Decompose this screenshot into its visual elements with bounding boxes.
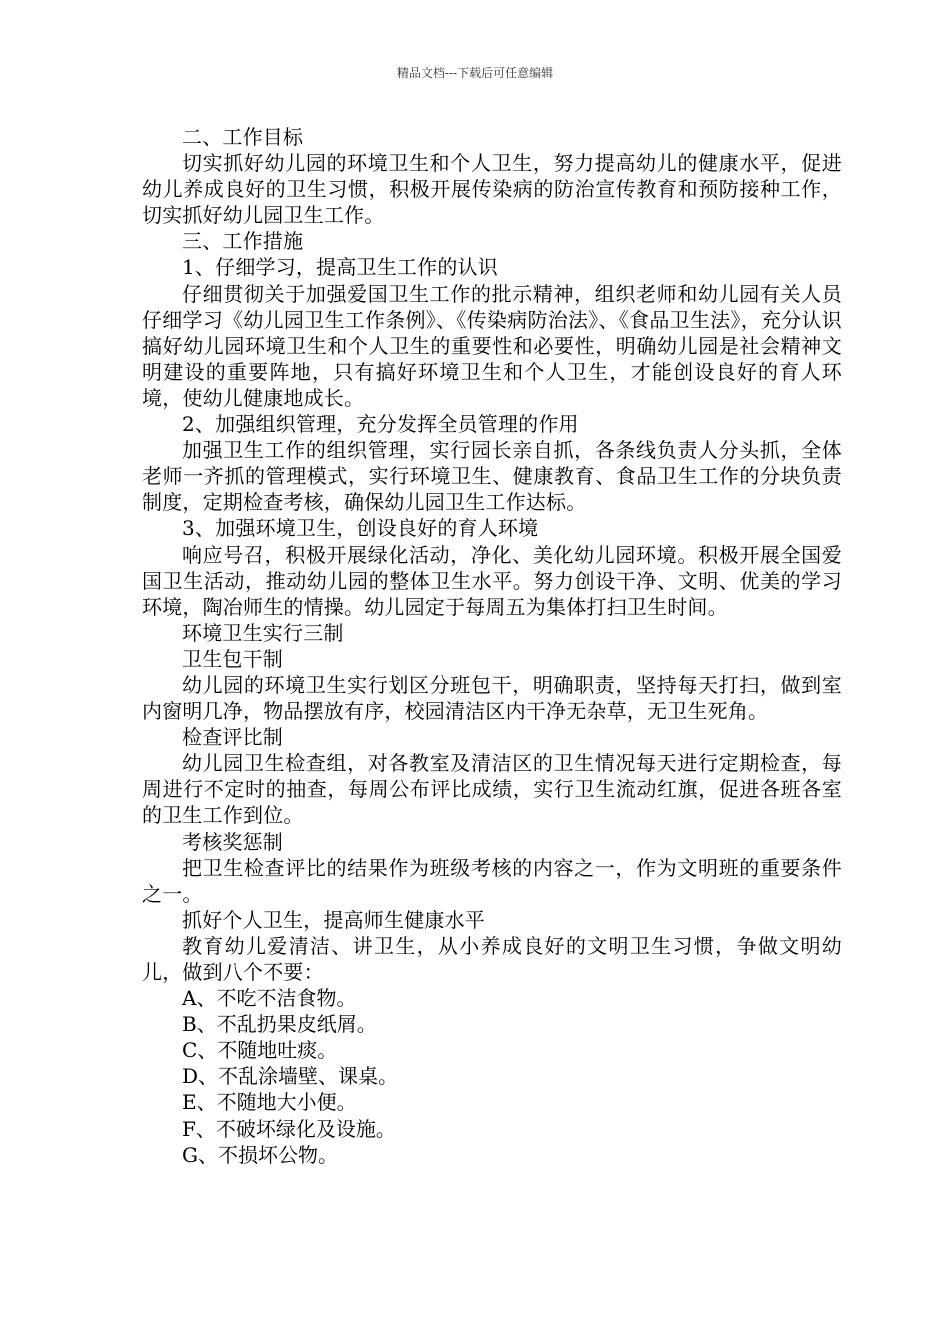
subheading-assessment: 考核奖惩制 — [182, 829, 283, 854]
page-header: 精品文档---下载后可任意编辑 — [396, 66, 554, 80]
list-item: F、不破坏绿化及设施。 — [182, 1116, 396, 1141]
subheading-study: 1、仔细学习，提高卫生工作的认识 — [182, 255, 498, 280]
list-item: D、不乱涂墙壁、课桌。 — [182, 1064, 399, 1089]
document-body — [142, 124, 842, 1168]
list-item: G、不损坏公物。 — [182, 1142, 338, 1167]
paragraph-management: 加强卫生工作的组织管理，实行园长亲自抓，各条线负责人分头抓，全体老师一齐抓的管理模式，实行环境卫生、健康教育、食品卫生工作的分块负责制度，定期检查考核，确保幼儿园卫生工作达标。 — [142, 438, 842, 515]
subheading-personal-hygiene: 抓好个人卫生，提高师生健康水平 — [182, 907, 485, 932]
subheading-responsibility: 卫生包干制 — [182, 646, 283, 671]
subheading-inspection: 检查评比制 — [182, 725, 283, 750]
paragraph-assessment: 把卫生检查评比的结果作为班级考核的内容之一，作为文明班的重要条件之一。 — [142, 855, 842, 906]
paragraph-study: 仔细贯彻关于加强爱国卫生工作的批示精神，组织老师和幼儿园有关人员仔细学习《幼儿园卫生工作条例》、《传染病防治法》、《食品卫生法》，充分认识搞好幼儿园环境卫生和个人卫生的重要性和必要性，明确幼儿园是社会精神文明建设的重要阵地，只有搞好环境卫生和个人卫生，才能创设良好的育人环境，使幼儿健康地成长。 — [142, 281, 842, 410]
paragraph-inspection: 幼儿园卫生检查组，对各教室及清洁区的卫生情况每天进行定期检查，每周进行不定时的抽查，每周公布评比成绩，实行卫生流动红旗，促进各班各室的卫生工作到位。 — [142, 751, 842, 828]
section-heading-goals: 二、工作目标 — [182, 125, 304, 149]
section-heading-measures: 三、工作措施 — [182, 229, 304, 254]
paragraph-goals: 切实抓好幼儿园的环境卫生和个人卫生，努力提高幼儿的健康水平，促进幼儿养成良好的卫生习惯，积极开展传染病的防治宣传教育和预防接种工作，切实抓好幼儿园卫生工作。 — [142, 151, 842, 228]
paragraph-responsibility: 幼儿园的环境卫生实行划区分班包干，明确职责，坚持每天打扫，做到室内窗明几净，物品摆放有序，校园清洁区内干净无杂草，无卫生死角。 — [142, 672, 842, 724]
list-item: B、不乱扔果皮纸屑。 — [182, 1012, 377, 1037]
subheading-three-systems: 环境卫生实行三制 — [182, 620, 344, 645]
list-item: C、不随地吐痰。 — [182, 1038, 338, 1063]
subheading-management: 2、加强组织管理，充分发挥全员管理的作用 — [182, 412, 579, 437]
paragraph-environment: 响应号召，积极开展绿化活动，净化、美化幼儿园环境。积极开展全国爱国卫生活动，推动幼儿园的整体卫生水平。努力创设干净、文明、优美的学习环境，陶冶师生的情操。幼儿园定于每周五为集体打扫卫生时间。 — [142, 542, 842, 619]
subheading-environment: 3、加强环境卫生，创设良好的育人环境 — [182, 516, 539, 541]
list-item: A、不吃不洁食物。 — [182, 986, 357, 1011]
paragraph-personal-hygiene: 教育幼儿爱清洁、讲卫生，从小养成良好的文明卫生习惯，争做文明幼儿，做到八个不要： — [142, 933, 842, 984]
list-item: E、不随地大小便。 — [182, 1090, 357, 1115]
